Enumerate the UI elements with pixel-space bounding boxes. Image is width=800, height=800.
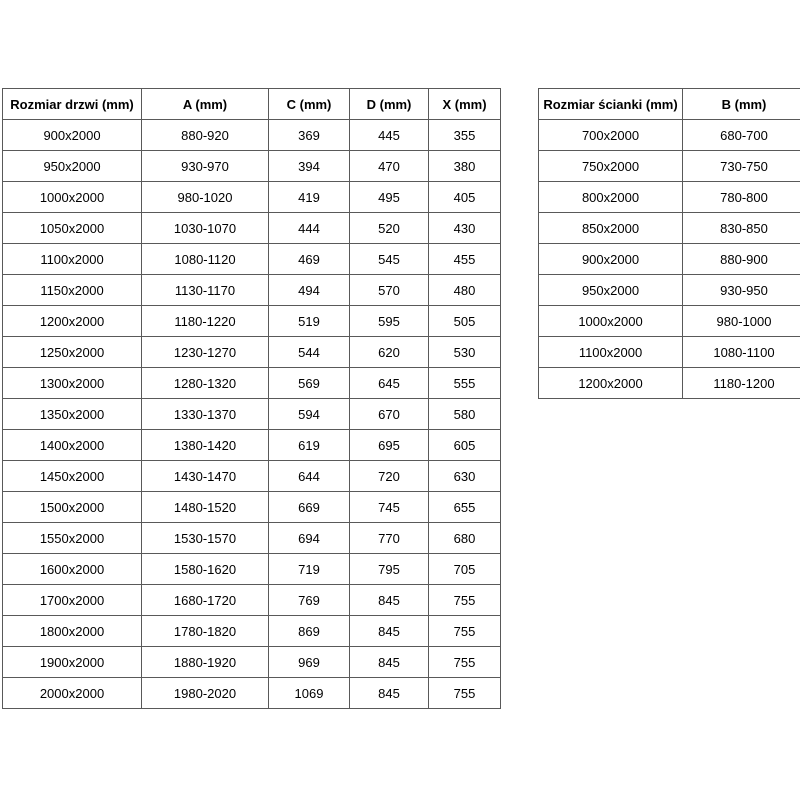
table-row	[3, 647, 501, 678]
table-cell: 469	[269, 244, 350, 275]
table-cell: 845	[350, 616, 429, 647]
table-cell: 494	[269, 275, 350, 306]
table-cell: 1980-2020	[142, 678, 269, 709]
table-row	[3, 182, 501, 213]
table-row	[3, 492, 501, 523]
table-row	[3, 523, 501, 554]
door-size-table	[2, 88, 501, 709]
table-cell: 1450x2000	[3, 461, 142, 492]
table-cell: 595	[350, 306, 429, 337]
column-header: A (mm)	[142, 89, 269, 120]
table-cell: 644	[269, 461, 350, 492]
table-cell: 419	[269, 182, 350, 213]
table-cell: 1030-1070	[142, 213, 269, 244]
table-cell: 1180-1200	[683, 368, 800, 399]
table-cell: 1300x2000	[3, 368, 142, 399]
table-cell: 1900x2000	[3, 647, 142, 678]
table-row	[539, 306, 800, 337]
table-cell: 700x2000	[539, 120, 683, 151]
table-cell: 770	[350, 523, 429, 554]
table-cell: 680-700	[683, 120, 800, 151]
table-cell: 800x2000	[539, 182, 683, 213]
table-cell: 655	[429, 492, 501, 523]
table-cell: 495	[350, 182, 429, 213]
table-cell: 720	[350, 461, 429, 492]
table-header-row	[539, 89, 800, 120]
table-cell: 570	[350, 275, 429, 306]
table-cell: 620	[350, 337, 429, 368]
table-cell: 980-1020	[142, 182, 269, 213]
column-header: C (mm)	[269, 89, 350, 120]
table-cell: 845	[350, 647, 429, 678]
table-cell: 594	[269, 399, 350, 430]
column-header: Rozmiar drzwi (mm)	[3, 89, 142, 120]
table-cell: 430	[429, 213, 501, 244]
table-cell: 1130-1170	[142, 275, 269, 306]
table-cell: 845	[350, 585, 429, 616]
table-cell: 845	[350, 678, 429, 709]
table-cell: 694	[269, 523, 350, 554]
table-row	[3, 461, 501, 492]
table-cell: 1480-1520	[142, 492, 269, 523]
table-cell: 1180-1220	[142, 306, 269, 337]
table-row	[3, 275, 501, 306]
table-cell: 1100x2000	[539, 337, 683, 368]
column-header: B (mm)	[683, 89, 800, 120]
table-row	[539, 368, 800, 399]
table-cell: 869	[269, 616, 350, 647]
table-cell: 530	[429, 337, 501, 368]
table-cell: 950x2000	[539, 275, 683, 306]
table-row	[539, 120, 800, 151]
table-cell: 445	[350, 120, 429, 151]
table-cell: 1430-1470	[142, 461, 269, 492]
table-row	[3, 585, 501, 616]
table-row	[539, 244, 800, 275]
table-cell: 630	[429, 461, 501, 492]
table-row	[539, 182, 800, 213]
table-cell: 1400x2000	[3, 430, 142, 461]
table-row	[3, 151, 501, 182]
table-cell: 1200x2000	[3, 306, 142, 337]
table-cell: 555	[429, 368, 501, 399]
table-cell: 1330-1370	[142, 399, 269, 430]
table-row	[3, 120, 501, 151]
table-cell: 1000x2000	[3, 182, 142, 213]
table-cell: 1050x2000	[3, 213, 142, 244]
table-cell: 755	[429, 585, 501, 616]
table-cell: 745	[350, 492, 429, 523]
table-cell: 1069	[269, 678, 350, 709]
table-row	[539, 275, 800, 306]
table-cell: 1600x2000	[3, 554, 142, 585]
table-cell: 680	[429, 523, 501, 554]
table-cell: 830-850	[683, 213, 800, 244]
table-row	[539, 213, 800, 244]
table-cell: 1800x2000	[3, 616, 142, 647]
table-cell: 1880-1920	[142, 647, 269, 678]
table-cell: 1200x2000	[539, 368, 683, 399]
table-cell: 1000x2000	[539, 306, 683, 337]
table-cell: 1350x2000	[3, 399, 142, 430]
table-cell: 1250x2000	[3, 337, 142, 368]
table-row	[539, 337, 800, 368]
table-cell: 969	[269, 647, 350, 678]
table-cell: 750x2000	[539, 151, 683, 182]
table-cell: 1150x2000	[3, 275, 142, 306]
table-row	[3, 554, 501, 585]
table-cell: 1380-1420	[142, 430, 269, 461]
table-cell: 545	[350, 244, 429, 275]
table-cell: 380	[429, 151, 501, 182]
table-cell: 980-1000	[683, 306, 800, 337]
table-cell: 1530-1570	[142, 523, 269, 554]
table-cell: 950x2000	[3, 151, 142, 182]
column-header: X (mm)	[429, 89, 501, 120]
table-row	[3, 399, 501, 430]
table-cell: 755	[429, 616, 501, 647]
table-cell: 930-970	[142, 151, 269, 182]
table-header-row	[3, 89, 501, 120]
table-cell: 1780-1820	[142, 616, 269, 647]
table-cell: 755	[429, 678, 501, 709]
table-row	[3, 678, 501, 709]
table-row	[3, 306, 501, 337]
table-cell: 580	[429, 399, 501, 430]
table-cell: 930-950	[683, 275, 800, 306]
table-cell: 1580-1620	[142, 554, 269, 585]
table-cell: 355	[429, 120, 501, 151]
table-cell: 619	[269, 430, 350, 461]
table-cell: 795	[350, 554, 429, 585]
table-cell: 645	[350, 368, 429, 399]
table-cell: 369	[269, 120, 350, 151]
table-cell: 850x2000	[539, 213, 683, 244]
table-cell: 1280-1320	[142, 368, 269, 399]
table-cell: 780-800	[683, 182, 800, 213]
table-cell: 394	[269, 151, 350, 182]
table-cell: 470	[350, 151, 429, 182]
table-row	[3, 337, 501, 368]
table-cell: 520	[350, 213, 429, 244]
table-row	[539, 151, 800, 182]
table-cell: 569	[269, 368, 350, 399]
table-cell: 455	[429, 244, 501, 275]
table-row	[3, 616, 501, 647]
table-cell: 695	[350, 430, 429, 461]
column-header: D (mm)	[350, 89, 429, 120]
table-cell: 1080-1100	[683, 337, 800, 368]
table-cell: 1550x2000	[3, 523, 142, 554]
table-row	[3, 430, 501, 461]
table-cell: 1680-1720	[142, 585, 269, 616]
table-cell: 705	[429, 554, 501, 585]
table-cell: 444	[269, 213, 350, 244]
table-cell: 1100x2000	[3, 244, 142, 275]
table-cell: 880-900	[683, 244, 800, 275]
table-row	[3, 244, 501, 275]
table-cell: 670	[350, 399, 429, 430]
table-cell: 505	[429, 306, 501, 337]
table-cell: 755	[429, 647, 501, 678]
table-cell: 1230-1270	[142, 337, 269, 368]
table-cell: 2000x2000	[3, 678, 142, 709]
column-header: Rozmiar ścianki (mm)	[539, 89, 683, 120]
wall-size-table	[538, 88, 800, 399]
table-cell: 880-920	[142, 120, 269, 151]
table-row	[3, 368, 501, 399]
table-cell: 769	[269, 585, 350, 616]
table-cell: 519	[269, 306, 350, 337]
table-cell: 730-750	[683, 151, 800, 182]
table-cell: 1700x2000	[3, 585, 142, 616]
table-cell: 1500x2000	[3, 492, 142, 523]
table-cell: 480	[429, 275, 501, 306]
table-cell: 1080-1120	[142, 244, 269, 275]
table-cell: 900x2000	[539, 244, 683, 275]
table-cell: 719	[269, 554, 350, 585]
table-cell: 544	[269, 337, 350, 368]
table-cell: 669	[269, 492, 350, 523]
table-cell: 900x2000	[3, 120, 142, 151]
table-row	[3, 213, 501, 244]
table-cell: 405	[429, 182, 501, 213]
table-cell: 605	[429, 430, 501, 461]
